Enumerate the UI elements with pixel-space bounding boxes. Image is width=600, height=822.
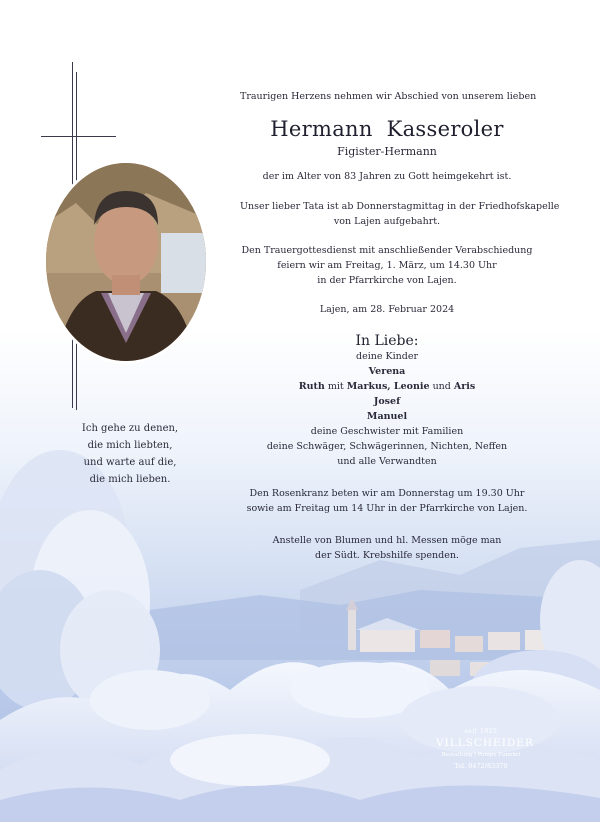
service-line: Den Trauergottesdienst mit anschließender Verabschiedung bbox=[241, 245, 533, 256]
poem-line: die mich lieben. bbox=[89, 474, 171, 485]
deceased-name bbox=[240, 117, 534, 141]
mourner-markus-leonie: Markus, Leonie bbox=[346, 381, 430, 392]
mourner-josef: Josef bbox=[373, 396, 401, 407]
children-intro: deine Kinder bbox=[355, 351, 418, 362]
date-line: Lajen, am 28. Februar 2024 bbox=[319, 304, 455, 315]
poem-line: Ich gehe zu denen, bbox=[81, 423, 179, 434]
nickname: Figister-Hermann bbox=[337, 145, 437, 158]
rosary-line: sowie am Freitag um 14 Uhr in der Pfarrkirche von Lajen. bbox=[246, 503, 528, 514]
mourner-verena: Verena bbox=[368, 366, 406, 377]
relatives-line: deine Schwäger, Schwägerinnen, Nichten, Neffen bbox=[266, 441, 508, 452]
poem-line: und warte auf die, bbox=[83, 457, 177, 468]
connector-mit: mit bbox=[327, 381, 344, 392]
cross-horizontal-line bbox=[41, 136, 116, 137]
age-line: der im Alter von 83 Jahren zu Gott heimgekehrt ist. bbox=[262, 171, 512, 182]
logo-tagline: Bestattung | Pompe Funebri bbox=[441, 752, 521, 758]
donation-line: Anstelle von Blumen und hl. Messen möge man bbox=[272, 535, 502, 546]
service-line: feiern wir am Freitag, 1. März, um 14.30 Uhr bbox=[277, 260, 497, 271]
mourner-ruth: Ruth bbox=[298, 381, 325, 392]
relatives-line: deine Geschwister mit Familien bbox=[310, 426, 464, 437]
logo-brand: VILLSCHEIDER bbox=[436, 737, 534, 749]
logo-phone: Tel. 0472/83379 bbox=[454, 762, 508, 770]
poem-line: die mich liebten, bbox=[87, 440, 173, 451]
mourner-line bbox=[240, 366, 534, 377]
mourner-aris: Aris bbox=[453, 381, 476, 392]
portrait-photo bbox=[46, 163, 206, 361]
mourner-line bbox=[240, 396, 534, 407]
intro-line: Traurigen Herzens nehmen wir Abschied von unserem lieben bbox=[240, 91, 537, 102]
in-liebe-heading: In Liebe: bbox=[355, 333, 419, 349]
rosary-line: Den Rosenkranz beten wir am Donnerstag um 19.30 Uhr bbox=[249, 488, 525, 499]
funeral-home-logo bbox=[436, 728, 534, 770]
mourner-line bbox=[240, 411, 534, 422]
poem bbox=[70, 420, 190, 488]
mourner-line bbox=[240, 381, 534, 392]
service-line: in der Pfarrkirche von Lajen. bbox=[317, 275, 457, 286]
lying-line: Unser lieber Tata ist ab Donnerstagmittag in der Friedhofskapelle bbox=[240, 201, 560, 212]
donation-line: der Südt. Krebshilfe spenden. bbox=[315, 550, 459, 561]
last-name: Kasseroler bbox=[386, 117, 504, 141]
lying-line: von Lajen aufgebahrt. bbox=[333, 216, 441, 227]
logo-since: seit 1925 bbox=[464, 728, 498, 735]
portrait-illustration bbox=[46, 163, 206, 361]
first-name: Hermann bbox=[270, 117, 373, 141]
relatives-line: und alle Verwandten bbox=[337, 456, 437, 467]
mourner-manuel: Manuel bbox=[366, 411, 408, 422]
connector-und: und bbox=[432, 381, 451, 392]
